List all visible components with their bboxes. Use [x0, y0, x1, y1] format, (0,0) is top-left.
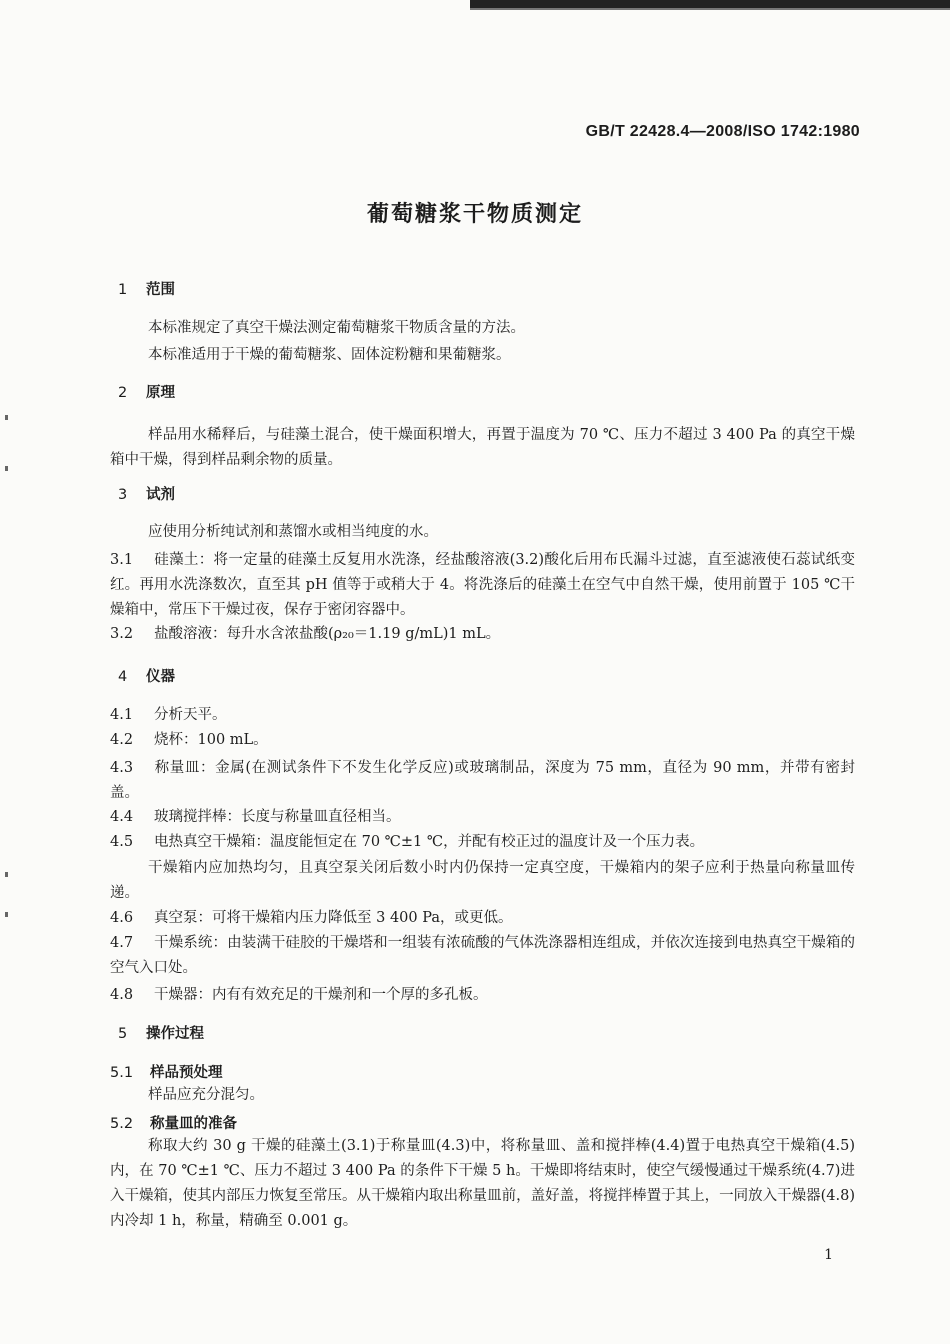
subsection-title: 称量皿的准备 — [150, 1116, 237, 1132]
section-number: 2 — [118, 385, 128, 401]
reagents-intro: 应使用分析纯试剂和蒸馏水或相当纯度的水。 — [148, 524, 438, 540]
item-number: 4.6 — [110, 910, 134, 926]
item-text: 玻璃搅拌棒：长度与称量皿直径相当。 — [154, 809, 401, 825]
item-number: 4.3 — [110, 760, 134, 776]
item-number: 3.1 — [110, 552, 134, 568]
item-number: 4.2 — [110, 732, 134, 748]
section-heading-scope — [118, 278, 175, 299]
scan-border-line — [470, 0, 950, 8]
item-text: 分析天平。 — [154, 707, 227, 723]
page-title: 葡萄糖浆干物质测定 — [366, 202, 583, 227]
apparatus-item-balance — [110, 703, 855, 728]
apparatus-item-beaker — [110, 728, 855, 753]
section-heading-apparatus — [118, 665, 175, 686]
section-title: 试剂 — [146, 487, 175, 503]
subsection-number: 5.2 — [110, 1116, 134, 1132]
apparatus-item-drying-system — [110, 931, 855, 981]
scope-paragraph-1: 本标准规定了真空干燥法测定葡萄糖浆干物质含量的方法。 — [148, 320, 525, 336]
section-title: 操作过程 — [146, 1026, 204, 1042]
scan-mark — [5, 466, 8, 471]
subsection-number: 5.1 — [110, 1065, 134, 1081]
dish-prep-paragraph: 称取大约 30 g 干燥的硅藻土(3.1)于称量皿(4.3)中，将称量皿、盖和搅拌棒(4.4)置于电热真空干燥箱(4.5)内，在 70 ℃±1 ℃、压力不超过 3 400 Pa 的条件下干燥 5 h。干燥即将结束时，使空气缓慢通过干燥系统(4.7)进入干燥箱，使其内部压力恢复至常压。从干燥箱内取出称量皿前，盖好盖，将搅拌棒置于其上，一同放入干燥器(4.8)内冷却 1 h，称量，精确至 0.001 g。 — [110, 1138, 855, 1229]
section-number: 4 — [118, 669, 128, 685]
apparatus-item-vacuum-oven — [110, 830, 855, 855]
vacuum-oven-note: 干燥箱内应加热均匀，且真空泵关闭后数小时内仍保持一定真空度，干燥箱内的架子应利于热量向称量皿传递。 — [110, 860, 855, 901]
scan-mark — [5, 415, 8, 420]
section-heading-procedure — [118, 1022, 204, 1043]
principle-paragraph: 样品用水稀释后，与硅藻土混合，使干燥面积增大，再置于温度为 70 ℃、压力不超过 3 400 Pa 的真空干燥箱中干燥，得到样品剩余物的质量。 — [110, 427, 855, 468]
apparatus-item-desiccator — [110, 983, 855, 1008]
item-text: 烧杯：100 mL。 — [154, 732, 268, 748]
item-text: 电热真空干燥箱：温度能恒定在 70 ℃±1 ℃，并配有校正过的温度计及一个压力表。 — [154, 834, 705, 850]
section-number: 1 — [118, 282, 128, 298]
item-number: 4.8 — [110, 987, 134, 1003]
subsection-heading-sample-prep — [110, 1061, 223, 1082]
section-number: 3 — [118, 487, 128, 503]
scan-border-line-shadow — [470, 8, 950, 10]
sample-prep-paragraph: 样品应充分混匀。 — [148, 1087, 264, 1103]
subsection-title: 样品预处理 — [150, 1065, 223, 1081]
page-number: 1 — [824, 1247, 833, 1263]
apparatus-item-stirring-rod — [110, 805, 855, 830]
item-text: 称量皿：金属(在测试条件下不发生化学反应)或玻璃制品，深度为 75 mm，直径为 90 mm，并带有密封盖。 — [110, 760, 855, 801]
section-number: 5 — [118, 1026, 128, 1042]
section-title: 原理 — [146, 385, 175, 401]
subsection-heading-dish-prep — [110, 1112, 237, 1133]
section-heading-reagents — [118, 483, 175, 504]
apparatus-item-weighing-dish — [110, 756, 855, 806]
item-text: 干燥器：内有有效充足的干燥剂和一个厚的多孔板。 — [154, 987, 488, 1003]
reagent-item-hcl — [110, 622, 855, 647]
scan-mark — [5, 872, 8, 877]
item-text: 盐酸溶液：每升水含浓盐酸(ρ₂₀＝1.19 g/mL)1 mL。 — [154, 626, 501, 642]
section-title: 范围 — [146, 282, 175, 298]
item-text: 硅藻土：将一定量的硅藻土反复用水洗涤，经盐酸溶液(3.2)酸化后用布氏漏斗过滤，直至滤液使石蕊试纸变红。再用水洗涤数次，直至其 pH 值等于或稍大于 4。将洗涤后的硅藻土在空气中自然干燥，使用前置于 105 ℃干燥箱中，常压下干燥过夜，保存于密闭容器中。 — [110, 552, 855, 618]
section-title: 仪器 — [146, 669, 175, 685]
scan-mark — [5, 912, 8, 917]
section-heading-principle — [118, 381, 175, 402]
item-text: 真空泵：可将干燥箱内压力降低至 3 400 Pa，或更低。 — [154, 910, 513, 926]
item-number: 3.2 — [110, 626, 134, 642]
item-number: 4.4 — [110, 809, 134, 825]
item-text: 干燥系统：由装满干硅胶的干燥塔和一组装有浓硫酸的气体洗涤器相连组成，并依次连接到电热真空干燥箱的空气入口处。 — [110, 935, 855, 976]
item-number: 4.5 — [110, 834, 134, 850]
item-number: 4.7 — [110, 935, 134, 951]
item-number: 4.1 — [110, 707, 134, 723]
scope-paragraph-2: 本标准适用于干燥的葡萄糖浆、固体淀粉糖和果葡糖浆。 — [148, 347, 511, 363]
reagent-item-diatomite — [110, 548, 855, 623]
standard-code: GB/T 22428.4—2008/ISO 1742:1980 — [585, 123, 860, 140]
apparatus-item-vacuum-pump — [110, 906, 855, 931]
